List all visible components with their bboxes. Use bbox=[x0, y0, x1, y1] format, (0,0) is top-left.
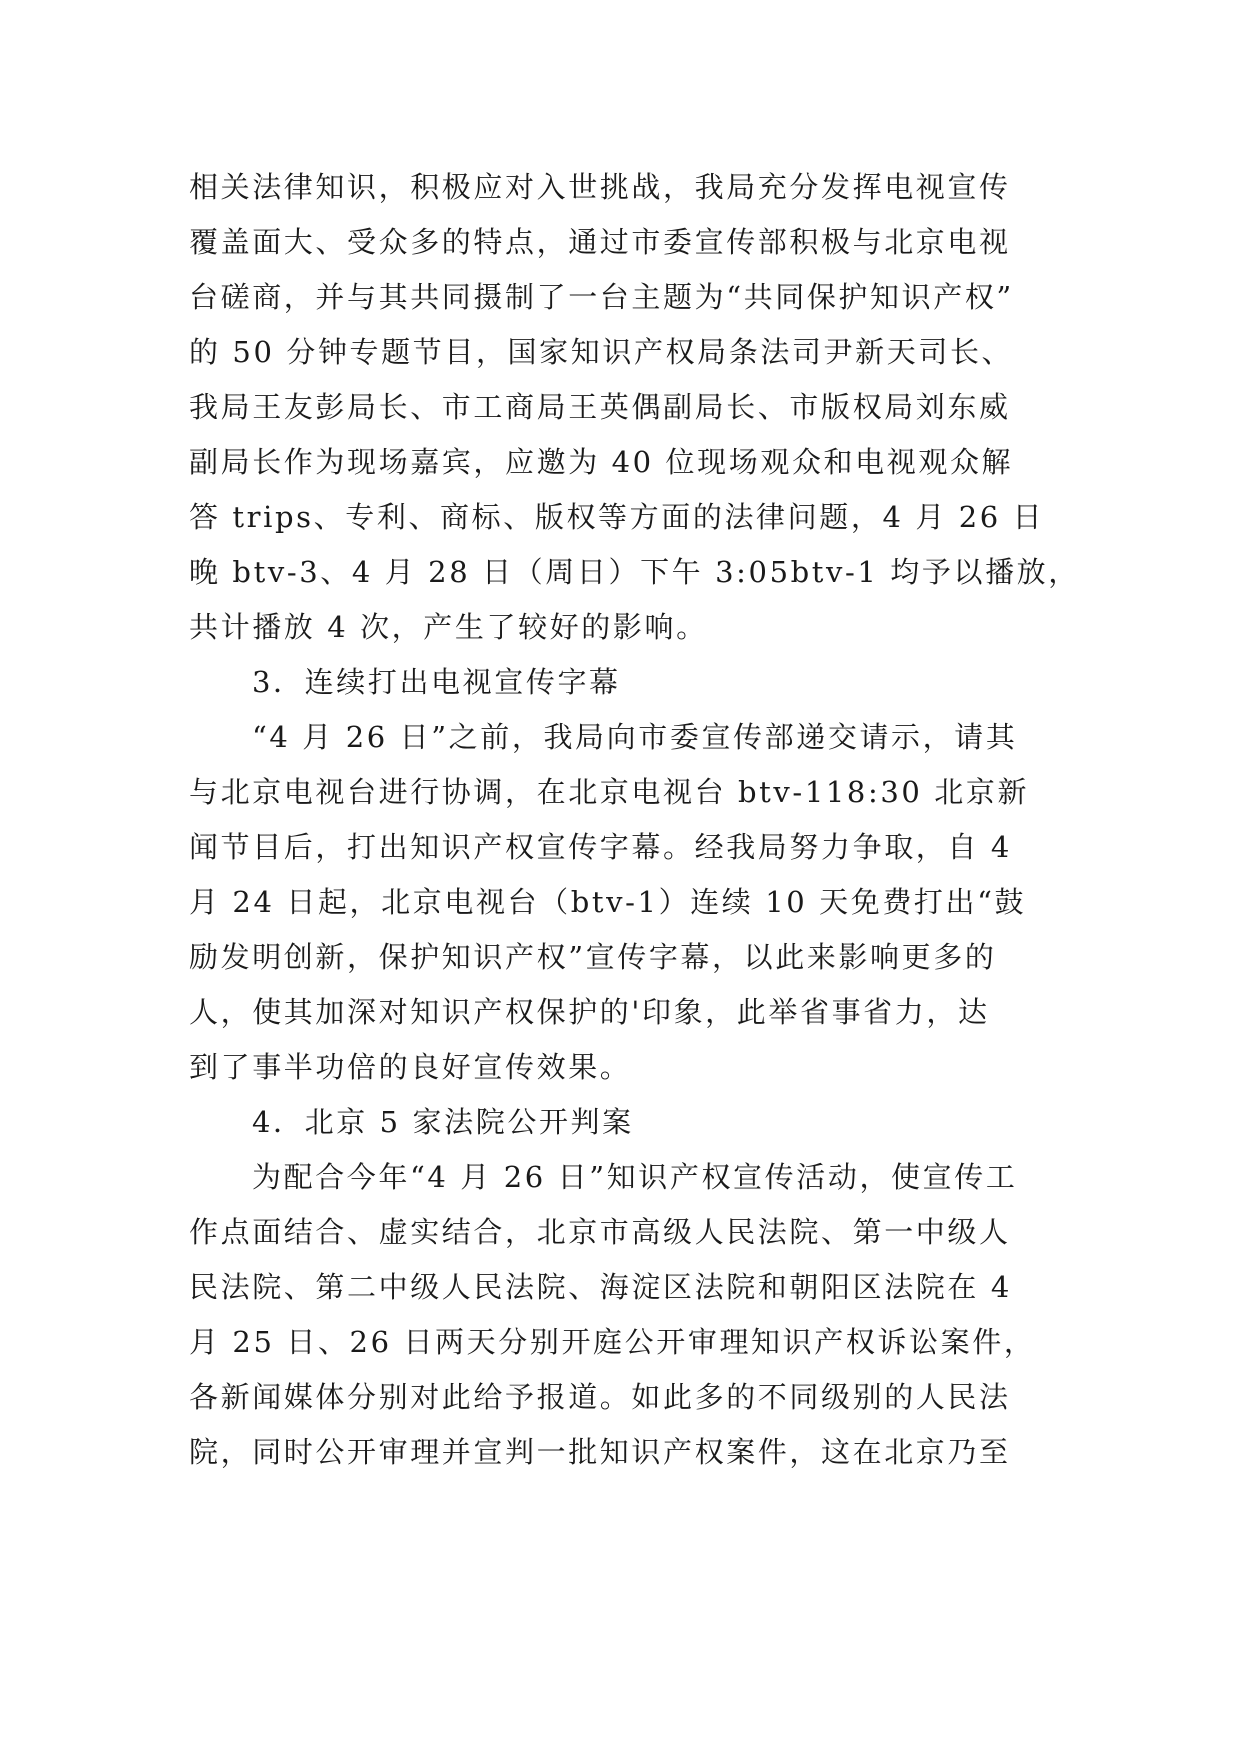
body-text-line: 院，同时公开审理并宣判一批知识产权案件，这在北京乃至 bbox=[189, 1435, 1011, 1469]
body-text-line: 台磋商，并与其共同摄制了一台主题为“共同保护知识产权” bbox=[189, 280, 1014, 314]
body-text-line: 月 24 日起，北京电视台（btv-1）连续 10 天免费打出“鼓 bbox=[189, 885, 1027, 919]
body-text-line: 各新闻媒体分别对此给予报道。如此多的不同级别的人民法 bbox=[189, 1380, 1011, 1414]
body-text-line: 我局王友彭局长、市工商局王英偶副局长、市版权局刘东威 bbox=[189, 390, 1011, 424]
body-text-line: 励发明创新，保护知识产权”宣传字幕，以此来影响更多的 bbox=[189, 940, 997, 974]
body-text-line: “4 月 26 日”之前，我局向市委宣传部递交请示，请其 bbox=[252, 720, 1018, 754]
body-text-line: 人，使其加深对知识产权保护的'印象，此举省事省力，达 bbox=[189, 995, 990, 1029]
body-text-line: 月 25 日、26 日两天分别开庭公开审理知识产权诉讼案件， bbox=[189, 1325, 1036, 1359]
body-text-line: 与北京电视台进行协调，在北京电视台 btv-118:30 北京新 bbox=[189, 775, 1030, 809]
body-text-line: 副局长作为现场嘉宾，应邀为 40 位现场观众和电视观众解 bbox=[189, 445, 1014, 479]
body-text-line: 相关法律知识，积极应对入世挑战，我局充分发挥电视宣传 bbox=[189, 170, 1011, 204]
body-text-line: 闻节目后，打出知识产权宣传字幕。经我局努力争取，自 4 bbox=[189, 830, 1012, 864]
body-text-line: 作点面结合、虚实结合，北京市高级人民法院、第一中级人 bbox=[189, 1215, 1011, 1249]
body-text-line: 为配合今年“4 月 26 日”知识产权宣传活动，使宣传工 bbox=[252, 1160, 1018, 1194]
body-text-line: 的 50 分钟专题节目，国家知识产权局条法司尹新天司长、 bbox=[189, 335, 1014, 369]
body-text-line: 晚 btv-3、4 月 28 日（周日）下午 3:05btv-1 均予以播放， bbox=[189, 555, 1080, 589]
body-text-line: 民法院、第二中级人民法院、海淀区法院和朝阳区法院在 4 bbox=[189, 1270, 1012, 1304]
body-text-line: 覆盖面大、受众多的特点，通过市委宣传部积极与北京电视 bbox=[189, 225, 1011, 259]
section-heading-4: 4．北京 5 家法院公开判案 bbox=[252, 1105, 634, 1139]
body-text-line: 答 trips、专利、商标、版权等方面的法律问题，4 月 26 日 bbox=[189, 500, 1045, 534]
body-text-line: 共计播放 4 次，产生了较好的影响。 bbox=[189, 610, 708, 644]
body-text-line: 到了事半功倍的良好宣传效果。 bbox=[189, 1050, 632, 1084]
section-heading-3: 3．连续打出电视宣传字幕 bbox=[252, 665, 621, 699]
